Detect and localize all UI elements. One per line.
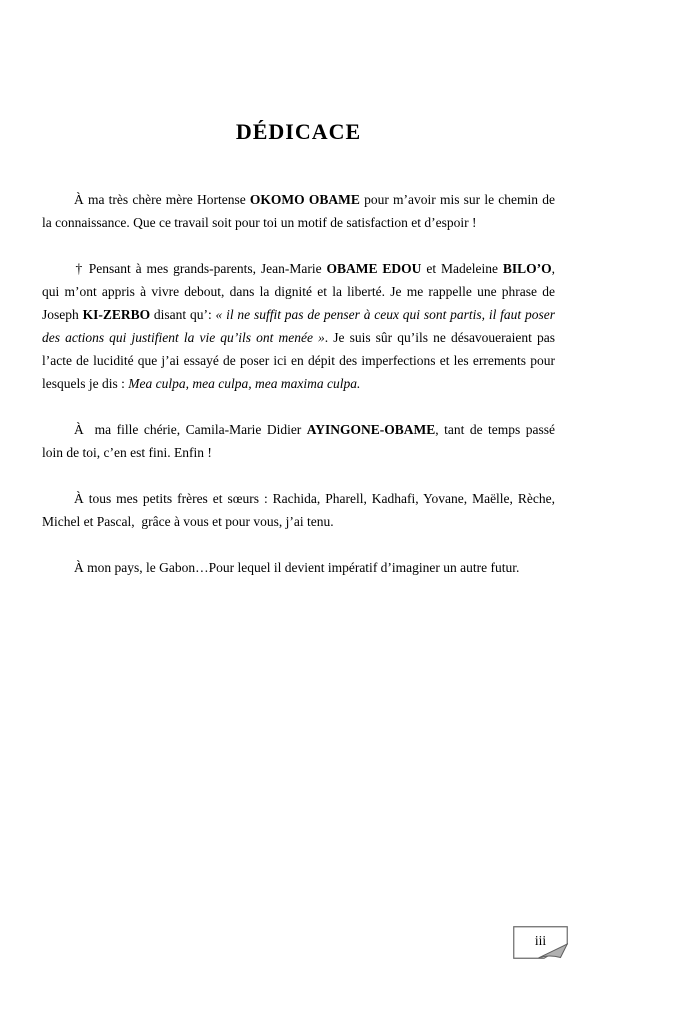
text-line [42, 418, 555, 441]
text-run: OKOMO OBAME [249, 192, 360, 207]
indent-spacer [42, 203, 74, 204]
text-run: AYINGONE-OBAME [306, 422, 436, 437]
text-run: À ma très chère mère Hortense [74, 192, 250, 207]
text-line [42, 441, 555, 464]
body-text [42, 188, 555, 579]
text-line [42, 510, 555, 533]
text-run: À tous mes petits frères et sœurs : Rachida, Pharell, Kadhafi, Yovane, Maëlle, Rèche, [74, 491, 555, 506]
text-run: « il ne suffit pas de penser à ceux qui sont partis, il faut poser [215, 307, 555, 322]
page-content [42, 0, 555, 602]
text-line [42, 257, 555, 280]
indent-spacer [42, 272, 74, 273]
text-run: la connaissance. Que ce travail soit pour toi un motif de satisfaction et d’espoir ! [42, 215, 477, 230]
text-run: BILO’O [502, 261, 552, 276]
text-line [42, 326, 555, 349]
text-run: À mon pays, le Gabon…Pour lequel il devient impératif d’imaginer un autre futur. [74, 560, 520, 575]
text-run: KI-ZERBO [82, 307, 151, 322]
text-run: , tant de temps passé [435, 422, 555, 437]
text-run: pour m’avoir mis sur le chemin de [359, 192, 555, 207]
text-run: Michel et Pascal, grâce à vous et pour vous, j’ai tenu. [42, 514, 334, 529]
text-run: OBAME EDOU [326, 261, 422, 276]
text-line [42, 556, 555, 579]
text-run: lesquels je dis : [42, 376, 129, 391]
text-run: . Je suis sûr qu’ils ne désavoueraient pas [324, 330, 555, 345]
paragraph [42, 188, 555, 234]
paragraph [42, 487, 555, 533]
text-run: † Pensant à mes grands-parents, Jean-Marie [74, 261, 327, 276]
text-run: Joseph [42, 307, 83, 322]
text-line [42, 487, 555, 510]
text-run: À ma fille chérie, Camila-Marie Didier [74, 422, 307, 437]
text-line [42, 349, 555, 372]
text-run: loin de toi, c’en est fini. Enfin ! [42, 445, 212, 460]
indent-spacer [42, 433, 74, 434]
text-line [42, 280, 555, 303]
text-run: disant qu’: [150, 307, 216, 322]
text-run: des actions qui justifient la vie qu’ils ont menée » [42, 330, 325, 345]
page-number-badge [513, 926, 568, 959]
text-run: , [551, 261, 555, 276]
paragraph [42, 418, 555, 464]
text-line [42, 372, 555, 395]
text-line [42, 303, 555, 326]
text-run: qui m’ont appris à vivre debout, dans la dignité et la liberté. Je me rappelle une phrase de [42, 284, 555, 299]
page-number: iii [534, 933, 547, 948]
text-line [42, 188, 555, 211]
indent-spacer [42, 571, 74, 572]
paragraph [42, 556, 555, 579]
paragraph [42, 257, 555, 395]
indent-spacer [42, 502, 74, 503]
text-run: l’acte de lucidité que j’ai essayé de poser ici en dépit des imperfections et les errements pour [42, 353, 555, 368]
text-run: et Madeleine [421, 261, 503, 276]
text-line [42, 211, 555, 234]
text-run: Mea culpa, mea culpa, mea maxima culpa. [128, 376, 361, 391]
page-title: DÉDICACE [235, 119, 362, 144]
